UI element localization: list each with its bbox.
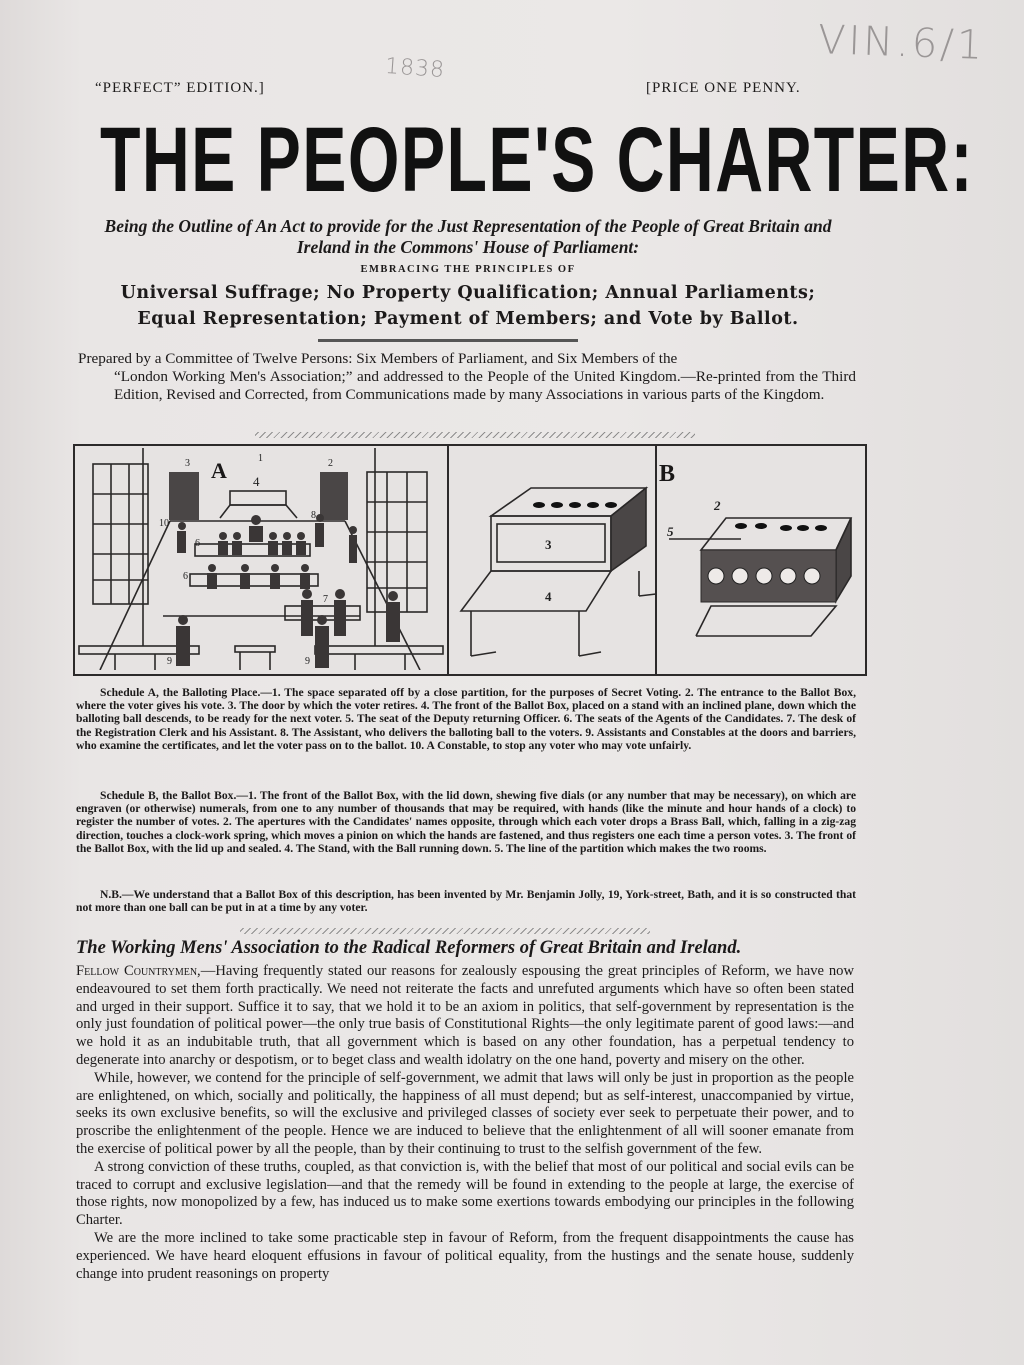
svg-text:7: 7 bbox=[323, 594, 328, 605]
svg-text:2: 2 bbox=[714, 498, 721, 513]
figure-divider-a-b bbox=[447, 446, 449, 674]
figure-label-b: B bbox=[659, 461, 676, 487]
divider-rule bbox=[318, 339, 578, 342]
svg-text:6: 6 bbox=[183, 571, 188, 582]
svg-text:5: 5 bbox=[667, 524, 674, 539]
embracing-label: EMBRACING THE PRINCIPLES OF bbox=[360, 264, 576, 275]
prepared-line-1: Prepared by a Committee of Twelve Persons: Six Members of Parliament, and Six Members of the bbox=[78, 350, 678, 367]
prepared-by-paragraph bbox=[78, 350, 856, 404]
svg-text:4: 4 bbox=[253, 474, 260, 489]
schedule-b-text: Schedule B, the Ballot Box.—1. The front of the Ballot Box, with the lid down, shewing five dials (or any number that may be necessary), on which are engraven (or otherwise) numerals, from one to any number of thousands that may be required, with hands (like the minute and hour hands of a clock) to register the number of votes. 2. The apertures with the Candidates' names opposite, through which each voter drops a Brass Ball, which, falling in a zig-zag direction, touches a clock-work spring, which moves a pinion on which the hands are fastened, and thus registers one each time a person votes. 3. The front of the Ballot Box, with the lid up and sealed. 4. The Stand, with the Ball running down. 5. The line of the partition which makes the two rooms. bbox=[76, 789, 856, 855]
svg-text:2: 2 bbox=[328, 458, 333, 469]
edition-label: “PERFECT” EDITION.] bbox=[95, 80, 265, 96]
salutation: Fellow Countrymen, bbox=[76, 963, 201, 979]
wavy-divider bbox=[255, 432, 695, 438]
schedule-b-caption bbox=[76, 789, 856, 855]
address-paragraph: While, however, we contend for the principle of self-government, we admit that laws will only be just in proportion as the people are enlightened, on which, socially and politically, the happiness of all must depend; but as self-interest, unaccompanied by virtue, seeks its own exclusive benefits, so will the exclusive and privileged classes of society ever seek to perpetuate their power, and to proscribe the enlightenment of the people. Hence we are induced to believe that the enlightenment of all will sooner emanate from the exercise of political power by all the people, than by their continuing to trust to the selfish government of the few. bbox=[76, 1069, 854, 1157]
svg-text:6: 6 bbox=[195, 538, 200, 549]
page-title: THE PEOPLE'S CHARTER: bbox=[100, 109, 975, 211]
svg-text:8: 8 bbox=[311, 510, 316, 521]
address-heading: The Working Mens' Association to the Radical Reformers of Great Britain and Ireland. bbox=[76, 938, 742, 958]
balloting-place-engraving bbox=[75, 446, 447, 670]
principles-line-2: Equal Representation; Payment of Members; and Vote by Ballot. bbox=[137, 309, 799, 329]
svg-text:10: 10 bbox=[159, 518, 169, 529]
principles-line-1: Universal Suffrage; No Property Qualification; Annual Parliaments; bbox=[120, 283, 816, 303]
subtitle: Being the Outline of An Act to provide for the Just Representation of the People of Great Britain and Ireland in the Commons' House of Parliament: bbox=[104, 216, 832, 257]
svg-text:1: 1 bbox=[258, 453, 263, 464]
svg-text:9: 9 bbox=[305, 656, 310, 667]
schedule-a-text: Schedule A, the Balloting Place.—1. The space separated off by a close partition, for the purposes of Secret Voting. 2. The entrance to the Ballot Box, where the voter gives his vote. 3. The door by which the voter retires. 4. The front of the Ballot Box, placed on a stand with an inclined plane, down which the balloting ball descends, to be ready for the next voter. 5. The seat of the Deputy returning Officer. 6. The seats of the Agents of the Candidates. 7. The desk of the Registration Clerk and his Assistant. 8. The Assistant, who delivers the balloting ball to the voters. 9. Assistants and Constables at the doors and barriers, who examine the certificates, and let the voter pass on to the ballot. 10. A Constable, to stop any voter who may vote unfairly. bbox=[76, 686, 856, 752]
prepared-rest: “London Working Men's Association;” and addressed to the People of the United Kingdom.—Re-printed from the Third Edition, Revised and Corrected, from Communications made by many Associations in various parts of the Kingdom. bbox=[114, 368, 856, 403]
svg-text:4: 4 bbox=[545, 589, 552, 604]
price-label: [PRICE ONE PENNY. bbox=[646, 80, 801, 96]
figure-label-a: A bbox=[211, 458, 227, 483]
svg-text:3: 3 bbox=[545, 537, 552, 552]
svg-text:9: 9 bbox=[167, 656, 172, 667]
address-paragraph: We are the more inclined to take some practicable step in favour of Reform, from the frequent disappointments the cause has experienced. We have heard eloquent effusions in favour of political equality, from the hustings and the senate house, suddenly change into prudent reasonings on property bbox=[76, 1229, 854, 1282]
pencil-reference-annotation: VIN.6/1 bbox=[817, 17, 986, 69]
schedule-a-caption bbox=[76, 686, 856, 752]
address-paragraph: Fellow Countrymen,—Having frequently stated our reasons for zealously espousing the great principles of Reform, we have now endeavoured to set them forth practically. We need not reiterate the facts and unrefuted arguments which have so often been stated and urged in their support. Suffice it to say, that we hold it to be an axiom in politics, that self-government by representation is the only just foundation of political power—the only true basis of Constitutional Rights—the only legitimate parent of good laws:—and we hold it as an indubitable truth, that all government which is based on any other foundation, has a perpetual tendency to degenerate into anarchy or despotism, or to beget class and wealth idolatry on the one hand, poverty and misery on the other. bbox=[76, 963, 854, 1068]
nb-text: N.B.—We understand that a Ballot Box of this description, has been invented by Mr. Benjamin Jolly, 19, York-street, Bath, and it is so constructed that not more than one ball can be put in at a time by any voter. bbox=[76, 888, 856, 915]
address-paragraph: A strong conviction of these truths, coupled, as that conviction is, with the belief that most of our political and social evils can be traced to corrupt and exclusive legislation—and that the remedy will be found in extending to the people at large, the exercise of those rights, now monopolized by a few, has induced us to make some exertions towards embodying our principles in the following Charter. bbox=[76, 1158, 854, 1229]
wavy-divider bbox=[240, 928, 650, 934]
ballot-illustration bbox=[73, 444, 867, 676]
address-body bbox=[76, 963, 854, 1283]
ballot-box-engraving bbox=[451, 446, 863, 670]
pencil-year-annotation: 1838 bbox=[384, 53, 446, 84]
svg-text:3: 3 bbox=[185, 458, 190, 469]
principles-list bbox=[78, 280, 858, 332]
nb-caption bbox=[76, 888, 856, 914]
